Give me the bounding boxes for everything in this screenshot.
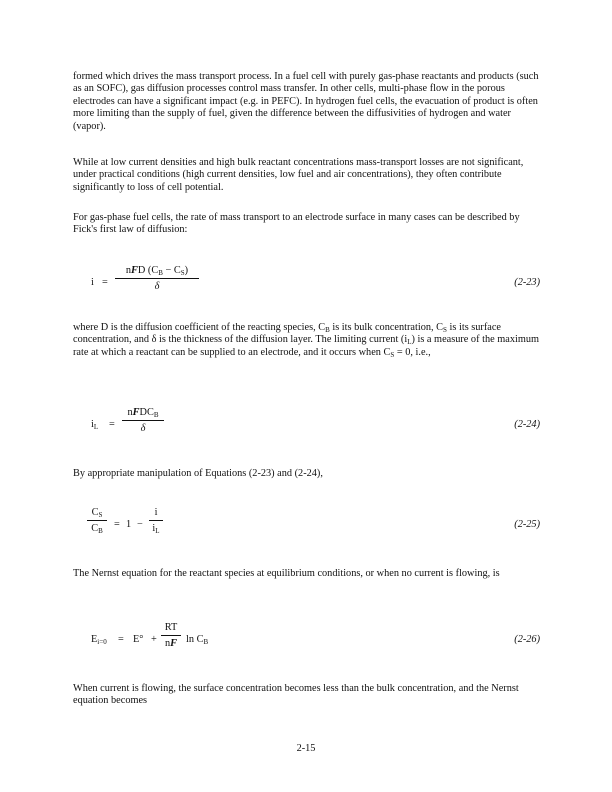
paragraph-ficks-law-intro: For gas-phase fuel cells, the rate of mass transport to an electrode surface in many cases can be described by Fick's first law of diffusion: (73, 212, 520, 236)
eq4-fraction: RT nF (161, 622, 181, 651)
eq2-numerator: nFDCB (127, 407, 159, 419)
eq3-fraction-right: i iL (149, 507, 163, 536)
eq3-minus: − (137, 519, 143, 530)
paragraph-manipulation: By appropriate manipulation of Equations (2-23) and (2-24), (73, 468, 323, 479)
eq3-fraction-left: CS CB (87, 507, 107, 536)
eq1-fraction (115, 265, 199, 294)
equation-number: (2-26) (514, 634, 540, 645)
eq4-lhs: Ei=0 (91, 634, 107, 646)
equation-2-24 (0, 407, 612, 451)
eq1-denominator: δ (154, 281, 160, 293)
paragraph-definitions: where D is the diffusion coefficient of the reacting species, CB is its bulk concentration, CS is its surface concentration, and δ is the thickness of the diffusion layer. The limiting current (iL) is a measure of the maximum rate at which a reactant can be supplied to an electrode, and it occurs when CS = 0, i.e., (73, 322, 539, 359)
eq1-numerator: nFD (CB − CS) (125, 265, 189, 277)
page-number: 2-15 (296, 743, 316, 754)
eq2-fraction (122, 407, 164, 436)
eq4-equals: = (118, 634, 124, 645)
equation-2-23 (0, 265, 612, 309)
equation-2-25 (0, 507, 612, 551)
paragraph-nernst-intro: The Nernst equation for the reactant species at equilibrium conditions, or when no current is flowing, is (73, 568, 500, 579)
eq2-lhs: iL (91, 419, 99, 431)
eq1-equals: = (102, 277, 108, 288)
eq4-e0: E° (133, 634, 144, 645)
eq1-lhs: i (91, 277, 94, 288)
equation-2-26 (0, 622, 612, 666)
paragraph-mass-transport: formed which drives the mass transport process. In a fuel cell with purely gas-phase reactants and products (such as an SOFC), gas diffusion processes control mass transfer. In other cells, multi-phase flow in the porous electrodes can have a significant impact (e.g. in PEFC). In hydrogen fuel cells, the evacuation of product is often more limiting than the supply of fuel, given the difference between the diffusivities of hydrogen and water (vapor). (73, 71, 539, 132)
eq2-equals: = (109, 419, 115, 430)
paragraph-current-flowing: When current is flowing, the surface concentration becomes less than the bulk concentration, and the Nernst equation becomes (73, 683, 519, 707)
eq4-ln-term: ln CB (186, 634, 209, 646)
eq3-one: 1 (126, 519, 132, 530)
equation-number: (2-24) (514, 419, 540, 430)
eq4-plus: + (151, 634, 157, 645)
equation-number: (2-25) (514, 519, 540, 530)
equation-number: (2-23) (514, 277, 540, 288)
paragraph-losses: While at low current densities and high bulk reactant concentrations mass-transport losses are not significant, under practical conditions (high current densities, low fuel and air concentrations), they often contribute significantly to loss of cell potential. (73, 157, 524, 193)
eq3-equals: = (114, 519, 120, 530)
eq2-denominator: δ (140, 423, 146, 435)
